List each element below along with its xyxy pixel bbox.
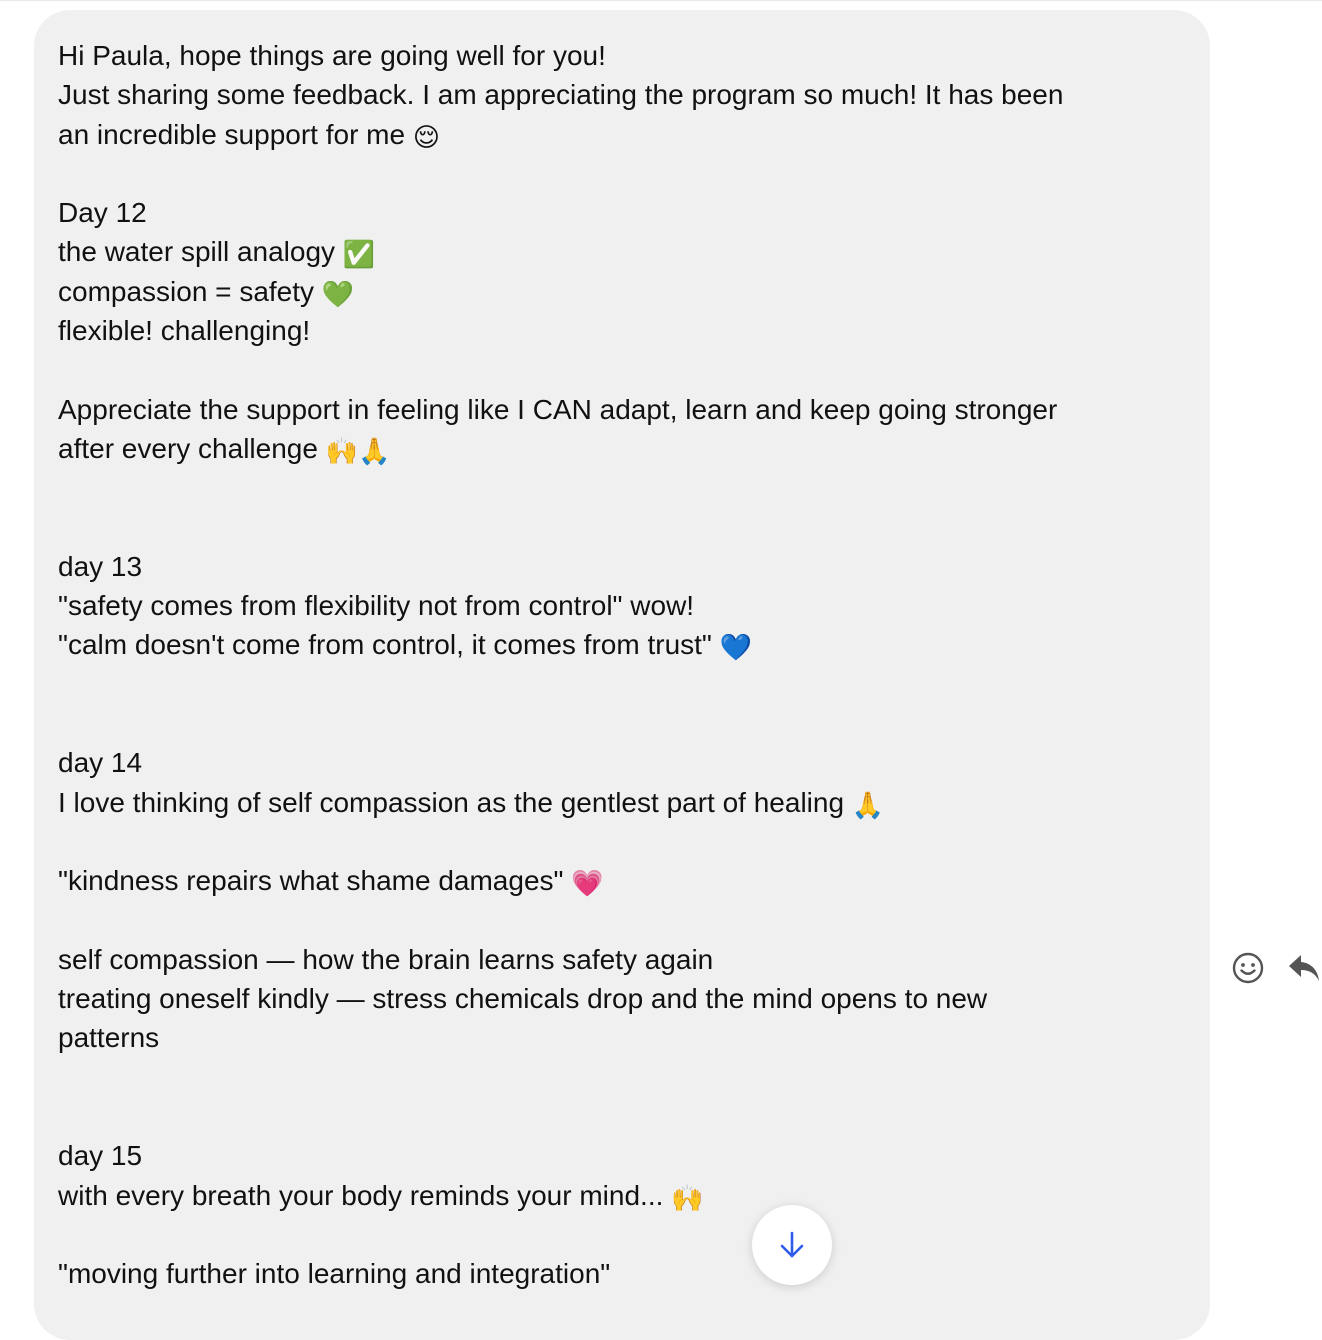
message-line-text: "safety comes from flexibility not from control" wow! bbox=[58, 590, 695, 622]
add-reaction-button[interactable] bbox=[1228, 948, 1268, 988]
message-line-text: flexible! challenging! bbox=[58, 315, 311, 347]
emoji-icon: 😌 bbox=[412, 121, 440, 152]
message-line bbox=[58, 743, 1186, 782]
message-line-text: an incredible support for me bbox=[58, 118, 413, 150]
message-line bbox=[58, 115, 1186, 154]
blank-line bbox=[58, 154, 1186, 193]
message-line bbox=[58, 861, 1186, 900]
blank-line bbox=[58, 1215, 1186, 1254]
message-line bbox=[58, 232, 1186, 271]
message-bubble[interactable] bbox=[34, 10, 1210, 1340]
message-line bbox=[58, 547, 1186, 586]
arrow-down-icon bbox=[777, 1228, 807, 1262]
blank-line bbox=[58, 704, 1186, 743]
message-line-text: Hi Paula, hope things are going well for you! bbox=[58, 40, 606, 71]
emoji-icon: 💚 bbox=[321, 278, 355, 309]
message-line-text: compassion = safety bbox=[58, 275, 322, 307]
smiley-face-icon bbox=[1231, 951, 1265, 985]
emoji-icon: 💗 bbox=[571, 868, 604, 899]
message-line-text: after every challenge bbox=[58, 432, 326, 464]
blank-line bbox=[58, 468, 1186, 507]
reply-button[interactable] bbox=[1284, 948, 1322, 988]
message-line-text: day 14 bbox=[58, 747, 143, 779]
emoji-icon: 🙌 bbox=[671, 1182, 704, 1213]
message-line bbox=[58, 75, 1186, 114]
message-line bbox=[58, 1136, 1186, 1175]
message-line-text: "moving further into learning and integration" bbox=[58, 1258, 611, 1290]
message-line bbox=[58, 311, 1186, 350]
message-line-text: Just sharing some feedback. I am appreciating the program so much! It has been bbox=[58, 79, 1064, 111]
message-line bbox=[58, 1254, 1186, 1293]
message-line-text: treating oneself kindly — stress chemicals drop and the mind opens to new bbox=[58, 983, 988, 1015]
emoji-icon: 💙 bbox=[719, 632, 753, 663]
blank-line bbox=[58, 508, 1186, 547]
message-line-text: day 13 bbox=[58, 550, 143, 582]
message-line-text: Appreciate the support in feeling like I CAN adapt, learn and keep going stronger bbox=[58, 393, 1058, 425]
message-line bbox=[58, 272, 1186, 311]
message-line-text: I love thinking of self compassion as the gentlest part of healing bbox=[58, 786, 852, 818]
emoji-icon: ✅ bbox=[342, 239, 376, 270]
blank-line bbox=[58, 822, 1186, 861]
message-line bbox=[58, 940, 1186, 979]
scroll-to-bottom-button[interactable] bbox=[752, 1205, 832, 1285]
message-line bbox=[58, 193, 1186, 232]
blank-line bbox=[58, 350, 1186, 389]
message-line-text: with every breath your body reminds your mind... bbox=[58, 1179, 672, 1211]
top-divider bbox=[0, 0, 1322, 1]
message-actions bbox=[1228, 948, 1322, 988]
message-line bbox=[58, 36, 1186, 75]
message-line bbox=[58, 625, 1186, 664]
blank-line bbox=[58, 665, 1186, 704]
message-line bbox=[58, 390, 1186, 429]
message-line bbox=[58, 783, 1186, 822]
message-body bbox=[58, 36, 1186, 1294]
message-line bbox=[58, 1176, 1186, 1215]
message-line-text: patterns bbox=[58, 1022, 160, 1054]
message-line-text: day 15 bbox=[58, 1140, 143, 1172]
blank-line bbox=[58, 1058, 1186, 1097]
message-line-text: self compassion — how the brain learns safety again bbox=[58, 943, 714, 975]
message-line-text: "calm doesn't come from control, it comes from trust" bbox=[58, 629, 720, 661]
message-line bbox=[58, 429, 1186, 468]
blank-line bbox=[58, 901, 1186, 940]
message-line bbox=[58, 979, 1186, 1018]
reply-arrow-icon bbox=[1286, 951, 1322, 985]
message-line bbox=[58, 1018, 1186, 1057]
emoji-icon: 🙌🙏 bbox=[325, 435, 391, 466]
emoji-icon: 🙏 bbox=[851, 789, 885, 820]
message-line-text: "kindness repairs what shame damages" bbox=[58, 865, 572, 897]
message-line-text: the water spill analogy bbox=[58, 236, 343, 268]
message-line bbox=[58, 586, 1186, 625]
blank-line bbox=[58, 1097, 1186, 1136]
message-line-text: Day 12 bbox=[58, 197, 147, 229]
